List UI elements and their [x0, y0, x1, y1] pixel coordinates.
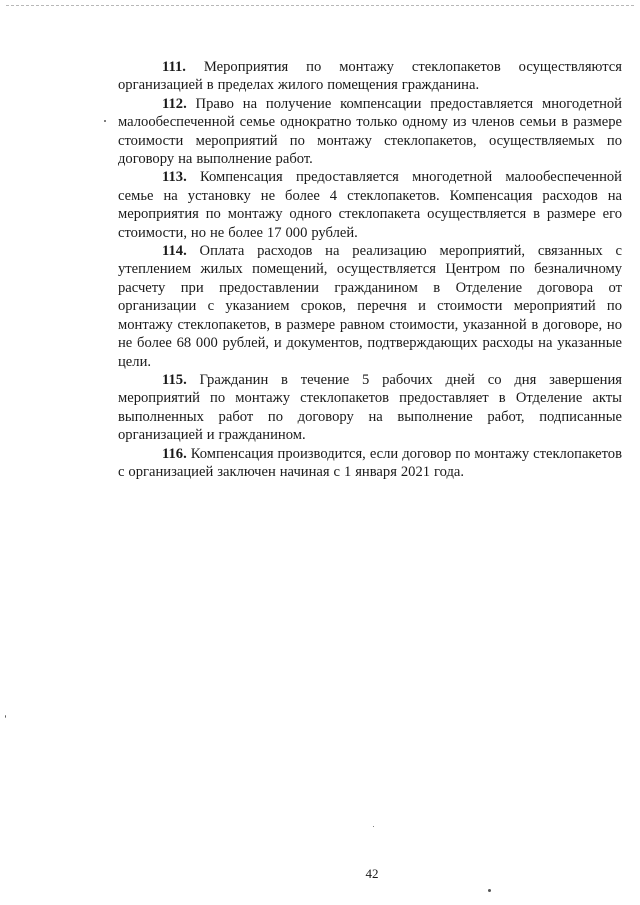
paragraph-112	[118, 95, 622, 169]
paragraph-number: 113.	[162, 169, 187, 186]
paragraph-number: 116.	[162, 445, 187, 462]
paragraph-text: Право на получение компенсации предоставляется многодетной малообеспеченной семье однократно только одному из членов семьи в размере стоимости мероприятий по монтажу стеклопакетов, осуществляемых по договору на выполнение работ.	[118, 95, 622, 168]
paragraph-text: Гражданин в течение 5 рабочих дней со дня завершения мероприятий по монтажу стеклопакетов предоставляет в Отделение акты выполненных работ по договору на выполнение работ, подписанные организацией и гражданином.	[118, 371, 622, 444]
paragraph-116	[118, 445, 622, 482]
paragraph-113	[118, 168, 622, 242]
scan-speck	[5, 715, 6, 718]
paragraph-114	[118, 242, 622, 371]
paragraph-text: Компенсация производится, если договор по монтажу стеклопакетов с организацией заключен начиная с 1 января 2021 года.	[118, 445, 622, 480]
scan-speck	[373, 826, 374, 827]
paragraph-number: 111.	[162, 59, 186, 75]
paragraph-115	[118, 371, 622, 445]
paragraph-text: Оплата расходов на реализацию мероприятий, связанных с утеплением жилых помещений, осуществляется Центром по безналичному расчету при предоставлении гражданином в Отделение договора от организации с указанием сроков, перечня и стоимости мероприятий по монтажу стеклопакетов, в размере равном стоимости, указанной в договоре, но не более 68 000 рублей, и документов, подтверждающих расходы на указанные цели.	[118, 243, 622, 370]
page-number: 42	[365, 866, 379, 881]
paragraph-text: Компенсация предоставляется многодетной малообеспеченной семье на установку не более 4 стеклопакетов. Компенсация расходов на мероприятия по монтажу одного стеклопакета осуществляется в размере его стоимости, но не более 17 000 рублей.	[118, 169, 622, 241]
paragraph-text: Мероприятия по монтажу стеклопакетов осуществляются организацией в пределах жилого помещения гражданина.	[118, 59, 622, 94]
paragraph-111	[118, 58, 622, 95]
paragraph-number: 115.	[162, 371, 187, 388]
paragraph-number: 114.	[162, 243, 187, 260]
scan-speck	[488, 889, 491, 892]
document-body	[118, 58, 622, 481]
scan-speck	[104, 120, 106, 122]
page-top-edge	[6, 5, 634, 6]
paragraph-number: 112.	[162, 95, 187, 112]
